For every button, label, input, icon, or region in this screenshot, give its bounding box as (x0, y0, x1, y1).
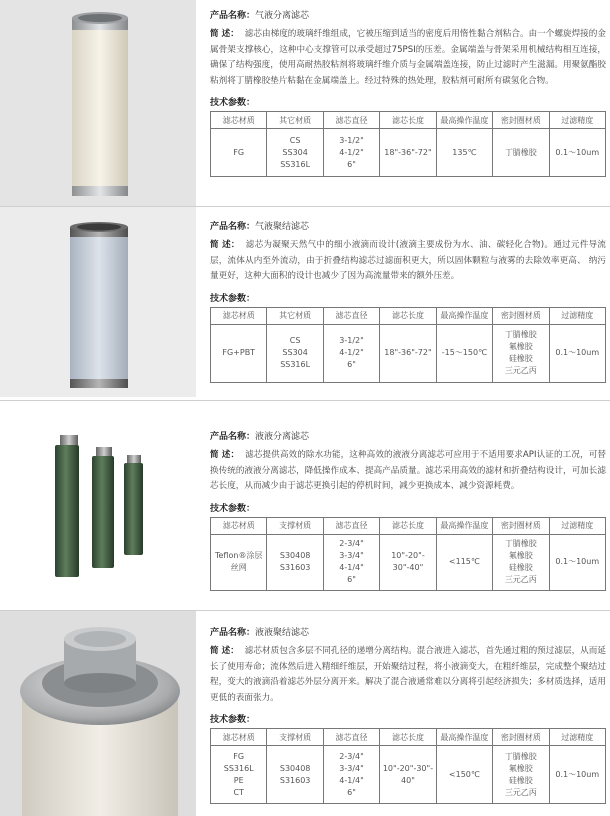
table-cell: 10"-20"-30"- 40" (380, 746, 436, 804)
table-header: 滤芯长度 (380, 112, 436, 129)
table-header: 支撑材质 (267, 517, 323, 534)
table-cell: CS SS304 SS316L (267, 129, 323, 177)
table-header: 过滤精度 (549, 112, 605, 129)
params-heading: 技术参数： (210, 715, 256, 725)
table-cell: FG (211, 129, 267, 177)
product-section-3 (0, 401, 610, 609)
table-header-row (211, 729, 606, 746)
table-header: 过滤精度 (549, 729, 605, 746)
table-cell: <150℃ (436, 746, 492, 804)
product-description: 简 述： 滤芯提供高效的除水功能，这种高效的液液分离滤芯可应用于不适用要求API认证的工况，可替换传统的液液分离滤芯，降低操作成本、提高产品质量。滤芯采用高效的滤材和折叠结构设计，可加长滤芯长度，从而减少由于滤芯更换引起的停机时间，减少更换成本、减少资源耗费。 (210, 450, 606, 491)
product-title: 产品名称：气液聚结滤芯 (210, 222, 310, 232)
table-cell: 0.1～10um (549, 534, 605, 590)
table-cell: CS SS304 SS316L (267, 324, 323, 382)
params-heading: 技术参数： (210, 98, 256, 108)
table-header: 密封圈材质 (493, 517, 549, 534)
spec-table (210, 111, 606, 177)
table-header: 滤芯材质 (211, 517, 267, 534)
table-header: 滤芯长度 (380, 307, 436, 324)
table-header: 支撑材质 (267, 729, 323, 746)
product-title: 产品名称：气液分离滤芯 (210, 11, 310, 21)
table-header-row (211, 112, 606, 129)
table-header: 最高操作温度 (436, 517, 492, 534)
product-description: 简 述： 滤芯由梯度的玻璃纤维组成，它被压缩到适当的密度后用惰性黏合剂粘合。由一个螺旋焊接的金属骨架支撑核心，这种中心支撑管可以承受超过75PSI的压差。金属端盖与骨架采用机械结构相互连接，确保了结构强度，使用高耐热胶粘剂将玻璃纤维介质与金属端盖连接，防止过滤时产生滋漏。用聚氨酯胶粘剂将丁腈橡胶垫片粘黏在金属端盖上。经过特殊的热处理，胶粘剂可耐所有碳氢化合物。 (210, 29, 606, 86)
table-row (211, 129, 606, 177)
white-filter-cartridge-image (0, 0, 196, 206)
table-cell: -15～150℃ (436, 324, 492, 382)
product-title: 产品名称：液液分离滤芯 (210, 432, 310, 442)
product-photo-1 (0, 0, 196, 206)
table-header: 滤芯直径 (323, 112, 379, 129)
table-cell: 18"-36"-72" (380, 324, 436, 382)
table-header: 滤芯直径 (323, 729, 379, 746)
table-cell: 0.1～10um (549, 129, 605, 177)
table-header: 最高操作温度 (436, 112, 492, 129)
table-cell: 135℃ (436, 129, 492, 177)
table-header: 滤芯直径 (323, 517, 379, 534)
table-cell: <115℃ (436, 534, 492, 590)
product-section-1 (0, 0, 610, 206)
table-cell: 2-3/4" 3-3/4" 4-1/4" 6" (323, 534, 379, 590)
blue-filter-cartridge-image (0, 207, 196, 397)
spec-table (210, 728, 606, 804)
table-cell: 2-3/4" 3-3/4" 4-1/4" 6" (323, 746, 379, 804)
table-header: 滤芯直径 (323, 307, 379, 324)
table-cell: 3-1/2" 4-1/2" 6" (323, 129, 379, 177)
table-row (211, 746, 606, 804)
params-heading: 技术参数： (210, 503, 256, 514)
params-heading: 技术参数： (210, 293, 256, 304)
product-section-2 (0, 207, 610, 397)
table-cell: FG+PBT (211, 324, 267, 382)
table-header-row (211, 307, 606, 324)
table-header: 滤芯长度 (380, 729, 436, 746)
table-row (211, 534, 606, 590)
table-cell: 10"-20"- 30"-40" (380, 534, 436, 590)
product-photo-4 (0, 611, 196, 816)
table-cell: Teflon®涂层丝网 (211, 534, 267, 590)
table-cell: 3-1/2" 4-1/2" 6" (323, 324, 379, 382)
table-header: 滤芯材质 (211, 729, 267, 746)
product-title: 产品名称：液液聚结滤芯 (210, 628, 310, 638)
table-cell: 丁腈橡胶 氟橡胶 硅橡胶 三元乙丙 (493, 324, 549, 382)
table-header: 滤芯材质 (211, 307, 267, 324)
table-cell: FG SS316L PE CT (211, 746, 267, 804)
product-section-4 (0, 611, 610, 816)
metal-capped-filter-image (0, 611, 196, 816)
table-cell: S30408 S31603 (267, 746, 323, 804)
table-header: 过滤精度 (549, 307, 605, 324)
table-header: 最高操作温度 (436, 729, 492, 746)
table-cell: 丁腈橡胶 氟橡胶 硅橡胶 三元乙丙 (493, 534, 549, 590)
table-header: 密封圈材质 (493, 307, 549, 324)
table-header: 滤芯长度 (380, 517, 436, 534)
table-header: 其它材质 (267, 307, 323, 324)
table-header: 滤芯材质 (211, 112, 267, 129)
green-filter-cartridges-image (0, 401, 196, 609)
table-cell: 18"-36"-72" (380, 129, 436, 177)
table-cell: 丁腈橡胶 (493, 129, 549, 177)
spec-table (210, 517, 606, 591)
table-header: 其它材质 (267, 112, 323, 129)
table-cell: S30408 S31603 (267, 534, 323, 590)
product-description: 简 述： 滤芯材质包含多层不同孔径的递增分离结构。混合液进入滤芯，首先通过粗的预过滤层，从而延长了使用寿命；流体然后进入精细纤维层，开始聚结过程，将小液滴变大，在粗纤维层，完成整个聚结过程，变大的液滴沿着滤芯外层分离开来。解决了混合液通常难以分离将引起经济损失；多材质选择，适用更低的表面张力。 (210, 646, 606, 703)
table-cell: 0.1～10um (549, 746, 605, 804)
table-header: 最高操作温度 (436, 307, 492, 324)
table-header: 密封圈材质 (493, 729, 549, 746)
table-cell: 0.1～10um (549, 324, 605, 382)
table-header-row (211, 517, 606, 534)
product-description: 简 述： 滤芯为凝聚天然气中的细小液滴而设计(液滴主要成份为水、油、碳轻化合物)。通过元件导流层，流体从内至外流动，由于折叠结构滤芯过滤面积更大，所以固体颗粒与液雾的去除效率更高、 纳污量更好，这种大面积的设计也减少了因为高流量带来的额外压差。 (210, 240, 606, 281)
table-header: 密封圈材质 (493, 112, 549, 129)
product-photo-2 (0, 207, 196, 397)
table-row (211, 324, 606, 382)
table-header: 过滤精度 (549, 517, 605, 534)
product-photo-3 (0, 401, 196, 609)
spec-table (210, 307, 606, 383)
table-cell: 丁腈橡胶 氟橡胶 硅橡胶 三元乙丙 (493, 746, 549, 804)
